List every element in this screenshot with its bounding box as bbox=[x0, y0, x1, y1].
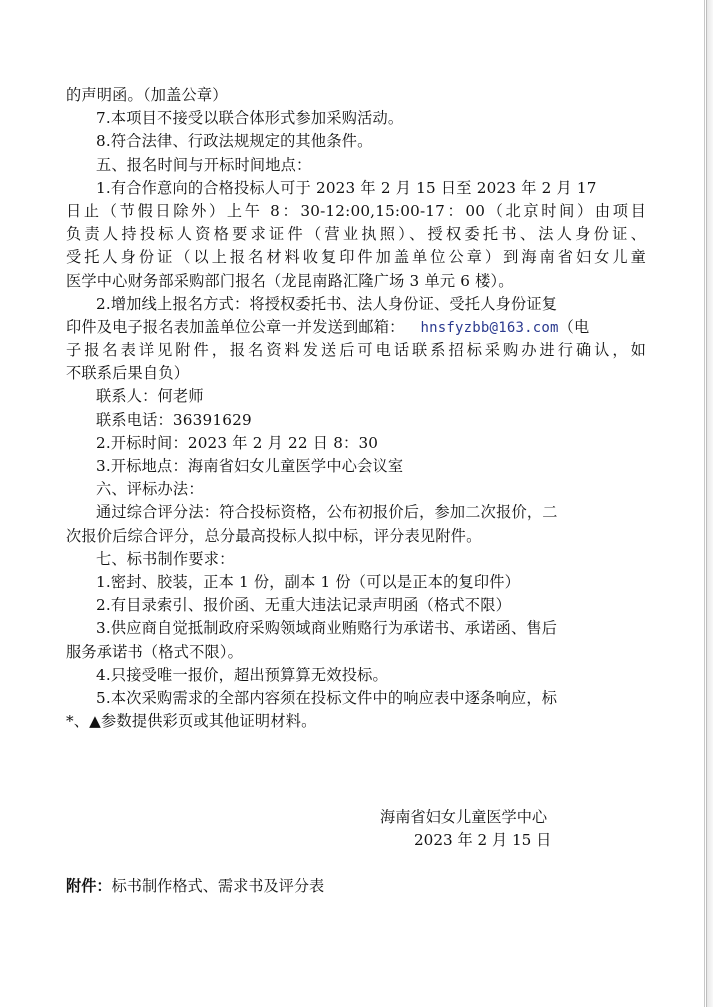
text-line: 3.供应商自觉抵制政府采购领域商业贿赂行为承诺书、承诺函、售后 bbox=[96, 619, 558, 638]
window-edge bbox=[706, 0, 713, 1007]
document-body bbox=[66, 84, 646, 733]
text-line: 4.只接受唯一报价，超出预算算无效投标。 bbox=[96, 665, 388, 684]
text-line: 1.密封、胶装，正本 1 份，副本 1 份（可以是正本的复印件） bbox=[96, 572, 521, 591]
contact-person: 联系人：何老师 bbox=[96, 387, 204, 406]
text-line-email bbox=[66, 316, 646, 339]
text-line: 2.开标时间：2023 年 2 月 22 日 8：30 bbox=[96, 433, 379, 452]
attachment-label: 附件： bbox=[66, 877, 112, 895]
contact-phone: 联系电话：36391629 bbox=[96, 410, 252, 429]
text-line: 的声明函。（加盖公章） bbox=[66, 86, 228, 104]
signature-org: 海南省妇女儿童医学中心 bbox=[380, 808, 548, 826]
text-line: 不联系后果自负） bbox=[66, 364, 190, 383]
text-line: 2.有目录索引、报价函、无重大违法记录声明函（格式不限） bbox=[96, 596, 511, 615]
text-line: 受托人身份证（以上报名材料收复印件加盖单位公章）到海南省妇女儿童 bbox=[66, 248, 646, 267]
signature-date: 2023 年 2 月 15 日 bbox=[414, 831, 552, 849]
text-line: 7.本项目不接受以联合体形式参加采购活动。 bbox=[96, 109, 404, 128]
text-segment: 印件及电子报名表加盖单位公章一并发送到邮箱： bbox=[66, 317, 405, 336]
text-line: 服务承诺书（格式不限）。 bbox=[66, 642, 244, 661]
text-line: 医学中心财务部采购部门报名（龙昆南路汇隆广场 3 单元 6 楼）。 bbox=[66, 271, 514, 290]
text-line: 日止（节假日除外）上午 8：30-12:00,15:00-17：00（北京时间）由项目 bbox=[66, 201, 646, 220]
attachment-line bbox=[66, 875, 324, 898]
text-line: 负责人持投标人资格要求证件（营业执照）、授权委托书、法人身份证、 bbox=[66, 225, 646, 244]
text-line: 3.开标地点：海南省妇女儿童医学中心会议室 bbox=[96, 457, 404, 475]
section-heading: 五、报名时间与开标时间地点： bbox=[96, 155, 312, 174]
text-line: *、▲参数提供彩页或其他证明材料。 bbox=[66, 712, 317, 731]
text-line: 1.有合作意向的合格投标人可于 2023 年 2 月 15 日至 2023 年 2 月 17 bbox=[96, 178, 597, 197]
email-link[interactable]: hnsfyzbb@163.com bbox=[420, 319, 559, 336]
text-line: 5.本次采购需求的全部内容须在投标文件中的响应表中逐条响应，标 bbox=[96, 688, 558, 707]
text-line: 8.符合法律、行政法规规定的其他条件。 bbox=[96, 132, 373, 151]
text-line: 次报价后综合评分，总分最高投标人拟中标，评分表见附件。 bbox=[66, 526, 482, 545]
text-segment: （电 bbox=[558, 317, 590, 336]
attachment-text: 标书制作格式、需求书及评分表 bbox=[111, 877, 325, 895]
section-heading: 七、标书制作要求： bbox=[96, 549, 235, 568]
text-line: 2.增加线上报名方式：将授权委托书、法人身份证、受托人身份证复 bbox=[96, 294, 558, 313]
text-line: 子报名表详见附件，报名资料发送后可电话联系招标采购办进行确认，如 bbox=[66, 341, 646, 360]
text-line: 通过综合评分法：符合投标资格，公布初报价后，参加二次报价，二 bbox=[96, 503, 558, 522]
section-heading: 六、评标办法： bbox=[96, 480, 204, 499]
